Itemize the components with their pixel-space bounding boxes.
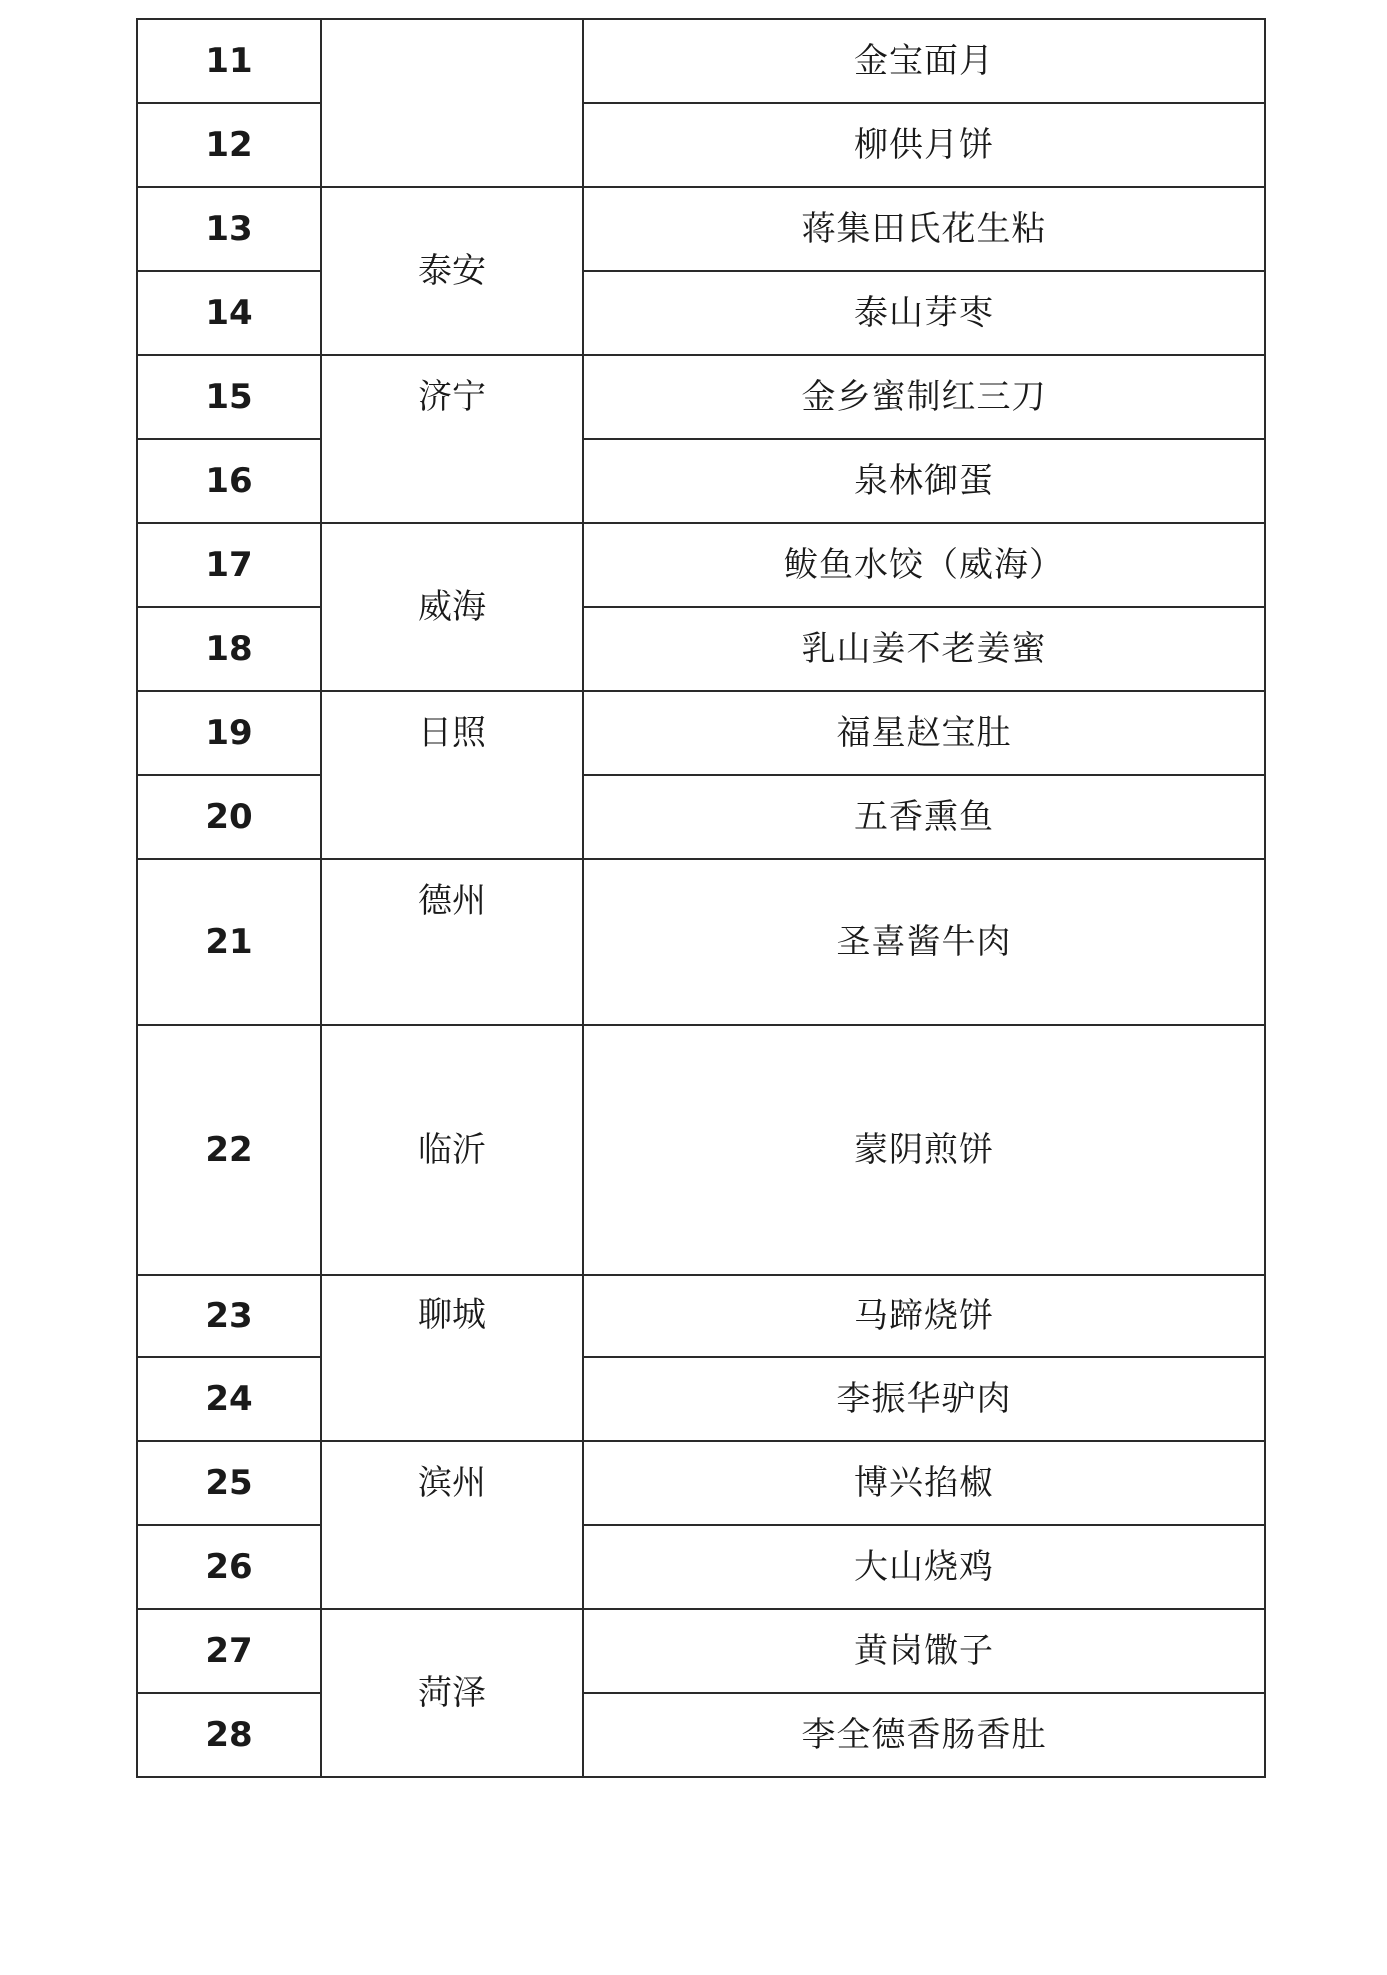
- row-number: 21: [137, 859, 321, 1025]
- city-cell: [321, 19, 583, 187]
- table-row: [137, 187, 1265, 271]
- city-cell: [321, 355, 583, 523]
- table-row: [137, 1275, 1265, 1357]
- row-number: 14: [137, 271, 321, 355]
- table-row: [137, 439, 1265, 523]
- row-number: 22: [137, 1025, 321, 1275]
- product-name: 黄岗馓子: [583, 1609, 1265, 1693]
- table-row: [137, 607, 1265, 691]
- row-number: 11: [137, 19, 321, 103]
- product-name: 圣喜酱牛肉: [583, 859, 1265, 1025]
- row-number: 12: [137, 103, 321, 187]
- table-row: [137, 1525, 1265, 1609]
- product-name: 蒋集田氏花生粘: [583, 187, 1265, 271]
- table-row: [137, 691, 1265, 775]
- product-name: 福星赵宝肚: [583, 691, 1265, 775]
- city-cell: [321, 1441, 583, 1609]
- row-number: 17: [137, 523, 321, 607]
- city-cell: [321, 691, 583, 859]
- product-name: 蒙阴煎饼: [583, 1025, 1265, 1275]
- table-row: [137, 19, 1265, 103]
- row-number: 19: [137, 691, 321, 775]
- city-name: 德州: [418, 881, 486, 921]
- table-row: [137, 1025, 1265, 1275]
- row-number: 18: [137, 607, 321, 691]
- product-name: 鲅鱼水饺（威海）: [583, 523, 1265, 607]
- table-row: [137, 775, 1265, 859]
- table-row: [137, 355, 1265, 439]
- row-number: 25: [137, 1441, 321, 1525]
- table-row: [137, 271, 1265, 355]
- city-cell: 临沂: [321, 1025, 583, 1275]
- table-row: [137, 1441, 1265, 1525]
- city-cell: [321, 859, 583, 1025]
- specialty-food-table: [136, 18, 1266, 1778]
- table-row: [137, 1693, 1265, 1777]
- city-cell: [321, 1275, 583, 1441]
- product-name: 金宝面月: [583, 19, 1265, 103]
- product-name: 乳山姜不老姜蜜: [583, 607, 1265, 691]
- table-row: [137, 1357, 1265, 1441]
- product-name: 泉林御蛋: [583, 439, 1265, 523]
- row-number: 16: [137, 439, 321, 523]
- city-name: 聊城: [418, 1295, 486, 1335]
- product-name: 李振华驴肉: [583, 1357, 1265, 1441]
- product-name: 柳供月饼: [583, 103, 1265, 187]
- row-number: 27: [137, 1609, 321, 1693]
- product-name: 金乡蜜制红三刀: [583, 355, 1265, 439]
- row-number: 15: [137, 355, 321, 439]
- row-number: 26: [137, 1525, 321, 1609]
- city-name: 滨州: [418, 1463, 486, 1503]
- row-number: 24: [137, 1357, 321, 1441]
- table-row: [137, 103, 1265, 187]
- row-number: 28: [137, 1693, 321, 1777]
- product-name: 博兴掐椒: [583, 1441, 1265, 1525]
- city-cell: 泰安: [321, 187, 583, 355]
- city-cell: 菏泽: [321, 1609, 583, 1777]
- city-cell: 威海: [321, 523, 583, 691]
- row-number: 13: [137, 187, 321, 271]
- product-name: 李全德香肠香肚: [583, 1693, 1265, 1777]
- product-name: 五香熏鱼: [583, 775, 1265, 859]
- product-name: 大山烧鸡: [583, 1525, 1265, 1609]
- table-row: [137, 523, 1265, 607]
- product-name: 泰山芽枣: [583, 271, 1265, 355]
- table-row: [137, 1609, 1265, 1693]
- city-name: 日照: [418, 713, 486, 753]
- row-number: 20: [137, 775, 321, 859]
- table-row: [137, 859, 1265, 1025]
- product-name: 马蹄烧饼: [583, 1275, 1265, 1357]
- city-name: 济宁: [418, 377, 486, 417]
- row-number: 23: [137, 1275, 321, 1357]
